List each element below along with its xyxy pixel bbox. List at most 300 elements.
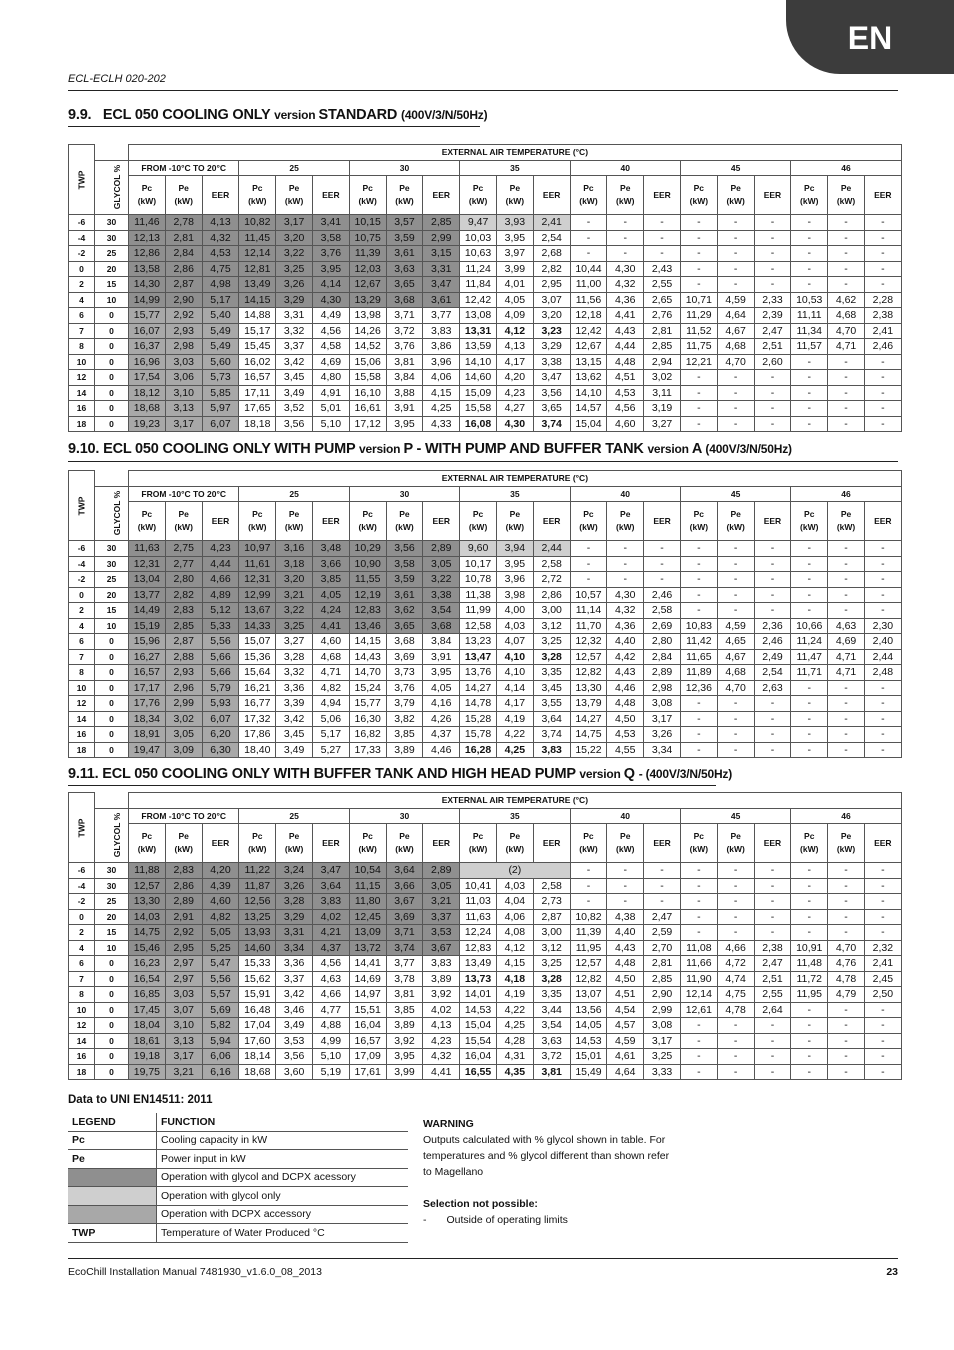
table-row bbox=[69, 401, 902, 417]
value-cell: 4,39 bbox=[202, 878, 239, 894]
value-cell: 2,49 bbox=[754, 649, 791, 665]
sub-header: EER bbox=[864, 176, 901, 215]
value-cell: 11,03 bbox=[460, 894, 497, 910]
value-cell: 5,10 bbox=[312, 1049, 349, 1065]
sub-header: Pc (kW) bbox=[680, 824, 717, 863]
external-temp-header: EXTERNAL AIR TEMPERATURE (°C) bbox=[129, 471, 902, 487]
value-cell: 12,31 bbox=[129, 556, 166, 572]
value-cell: 6,16 bbox=[202, 1064, 239, 1080]
value-cell: 10,63 bbox=[460, 246, 497, 262]
value-cell: 3,91 bbox=[386, 401, 423, 417]
value-cell: 2,38 bbox=[754, 940, 791, 956]
temp-header: 30 bbox=[349, 160, 459, 176]
value-cell: 3,89 bbox=[386, 1018, 423, 1034]
value-cell: 3,99 bbox=[496, 261, 533, 277]
value-cell: - bbox=[791, 1002, 828, 1018]
value-cell: 4,35 bbox=[496, 1064, 533, 1080]
value-cell: 2,54 bbox=[754, 665, 791, 681]
sub-header: EER bbox=[423, 824, 460, 863]
value-cell: 15,22 bbox=[570, 742, 607, 758]
value-cell: 2,54 bbox=[533, 230, 570, 246]
value-cell: - bbox=[680, 696, 717, 712]
value-cell: 4,06 bbox=[496, 909, 533, 925]
value-cell: 3,49 bbox=[276, 742, 313, 758]
value-cell: 3,28 bbox=[276, 649, 313, 665]
glycol-cell: 30 bbox=[95, 215, 129, 231]
value-cell: 2,28 bbox=[864, 292, 901, 308]
value-cell: 3,18 bbox=[276, 556, 313, 572]
value-cell: 14,15 bbox=[349, 634, 386, 650]
value-cell: 19,47 bbox=[129, 742, 166, 758]
value-cell: - bbox=[828, 1033, 865, 1049]
glycol-cell: 30 bbox=[95, 863, 129, 879]
value-cell: - bbox=[828, 878, 865, 894]
temp-header: FROM -10°C TO 20°C bbox=[129, 160, 239, 176]
value-cell: 3,34 bbox=[276, 940, 313, 956]
value-cell: 2,46 bbox=[644, 587, 681, 603]
value-cell: 2,78 bbox=[165, 215, 202, 231]
glycol-cell: 10 bbox=[95, 940, 129, 956]
glycol-label: GLYCOL % bbox=[112, 813, 123, 858]
value-cell: - bbox=[864, 385, 901, 401]
value-cell: - bbox=[717, 1033, 754, 1049]
value-cell: 15,01 bbox=[570, 1049, 607, 1065]
value-cell: 6,07 bbox=[202, 711, 239, 727]
value-cell: 12,14 bbox=[239, 246, 276, 262]
legend-row bbox=[68, 1150, 408, 1169]
value-cell: 4,50 bbox=[607, 971, 644, 987]
value-cell: 3,42 bbox=[276, 354, 313, 370]
value-cell: 4,02 bbox=[423, 1002, 460, 1018]
value-cell: 2,87 bbox=[533, 909, 570, 925]
value-cell: 2,89 bbox=[423, 863, 460, 879]
glycol-header bbox=[95, 486, 129, 541]
value-cell: - bbox=[754, 1064, 791, 1080]
glycol-cell: 0 bbox=[95, 401, 129, 417]
value-cell: 14,88 bbox=[239, 308, 276, 324]
value-cell: - bbox=[791, 711, 828, 727]
value-cell: 10,75 bbox=[349, 230, 386, 246]
table-row bbox=[69, 987, 902, 1003]
value-cell: 4,30 bbox=[607, 261, 644, 277]
value-cell: 5,56 bbox=[202, 971, 239, 987]
value-cell: - bbox=[791, 925, 828, 941]
value-cell: 3,95 bbox=[386, 416, 423, 432]
twp-label: TWP bbox=[76, 496, 87, 515]
value-cell: 10,78 bbox=[460, 572, 497, 588]
value-cell: 3,03 bbox=[165, 354, 202, 370]
value-cell: 4,56 bbox=[312, 956, 349, 972]
value-cell: - bbox=[754, 277, 791, 293]
value-cell: - bbox=[791, 1018, 828, 1034]
value-cell: - bbox=[828, 894, 865, 910]
value-cell: 13,56 bbox=[570, 1002, 607, 1018]
value-cell: - bbox=[754, 587, 791, 603]
value-cell: 4,17 bbox=[496, 696, 533, 712]
value-cell: 3,83 bbox=[423, 956, 460, 972]
value-cell: 2,91 bbox=[165, 909, 202, 925]
value-cell: 4,44 bbox=[202, 556, 239, 572]
sub-header: Pe (kW) bbox=[717, 502, 754, 541]
value-cell: 4,23 bbox=[496, 385, 533, 401]
value-cell: 4,42 bbox=[607, 649, 644, 665]
value-cell: 3,37 bbox=[423, 909, 460, 925]
value-cell: 5,60 bbox=[202, 354, 239, 370]
value-cell: 3,05 bbox=[423, 878, 460, 894]
value-cell: 17,86 bbox=[239, 727, 276, 743]
value-cell: 3,91 bbox=[423, 649, 460, 665]
value-cell: 3,94 bbox=[496, 541, 533, 557]
value-cell: 14,26 bbox=[349, 323, 386, 339]
value-cell: 4,80 bbox=[312, 370, 349, 386]
value-cell: 6,07 bbox=[202, 416, 239, 432]
table-row bbox=[69, 925, 902, 941]
value-cell: 5,17 bbox=[312, 727, 349, 743]
glycol-cell: 0 bbox=[95, 354, 129, 370]
legend-header: LEGEND bbox=[68, 1113, 157, 1131]
value-cell: 16,30 bbox=[349, 711, 386, 727]
value-cell: - bbox=[680, 711, 717, 727]
twp-cell: 10 bbox=[69, 1002, 95, 1018]
warning-text: Outputs calculated with % glycol shown in table. For temperatures and % glycol different than shown refer to Magellano bbox=[423, 1134, 670, 1178]
value-cell: 3,36 bbox=[276, 680, 313, 696]
value-cell: 4,65 bbox=[717, 634, 754, 650]
value-cell: 4,33 bbox=[423, 416, 460, 432]
value-cell: 11,71 bbox=[791, 665, 828, 681]
value-cell: 4,27 bbox=[496, 401, 533, 417]
value-cell: 2,32 bbox=[864, 940, 901, 956]
value-cell: 4,54 bbox=[607, 1002, 644, 1018]
selection-note: - Outside of operating limits bbox=[423, 1214, 568, 1226]
value-cell: - bbox=[717, 909, 754, 925]
value-cell: 10,15 bbox=[349, 215, 386, 231]
value-cell: - bbox=[864, 215, 901, 231]
footer-manual: EcoChill Installation Manual 7481930_v1.6.0_08_2013 bbox=[68, 1266, 322, 1278]
value-cell: 3,13 bbox=[165, 1033, 202, 1049]
sub-header: Pe (kW) bbox=[828, 824, 865, 863]
value-cell: 12,42 bbox=[460, 292, 497, 308]
value-cell: 3,35 bbox=[533, 665, 570, 681]
value-cell: 3,56 bbox=[533, 385, 570, 401]
value-cell: 11,47 bbox=[791, 649, 828, 665]
value-cell: 16,57 bbox=[129, 665, 166, 681]
twp-cell: -6 bbox=[69, 215, 95, 231]
value-cell: 4,36 bbox=[607, 292, 644, 308]
value-cell: - bbox=[791, 354, 828, 370]
value-cell: 4,75 bbox=[202, 261, 239, 277]
value-cell: 14,75 bbox=[570, 727, 607, 743]
value-cell: 3,89 bbox=[386, 742, 423, 758]
value-cell: 14,05 bbox=[570, 1018, 607, 1034]
value-cell: - bbox=[864, 370, 901, 386]
table-row bbox=[69, 230, 902, 246]
twp-cell: 10 bbox=[69, 354, 95, 370]
value-cell: 3,12 bbox=[533, 618, 570, 634]
value-cell: 4,71 bbox=[828, 665, 865, 681]
glycol-cell: 30 bbox=[95, 230, 129, 246]
value-cell: 13,46 bbox=[349, 618, 386, 634]
value-cell: 11,66 bbox=[680, 956, 717, 972]
value-cell: 4,56 bbox=[312, 323, 349, 339]
value-cell: 2,72 bbox=[533, 572, 570, 588]
selection-title: Selection not possible: bbox=[423, 1198, 538, 1210]
twp-cell: 12 bbox=[69, 370, 95, 386]
value-cell: 3,31 bbox=[276, 308, 313, 324]
value-cell: - bbox=[680, 1064, 717, 1080]
value-cell: 3,59 bbox=[386, 230, 423, 246]
table-row bbox=[69, 1018, 902, 1034]
value-cell: 15,51 bbox=[349, 1002, 386, 1018]
value-cell: - bbox=[717, 1064, 754, 1080]
sub-header: Pc (kW) bbox=[349, 824, 386, 863]
document-id: ECL-ECLH 020-202 bbox=[68, 73, 166, 85]
value-cell: 13,04 bbox=[129, 572, 166, 588]
value-cell: 3,02 bbox=[644, 370, 681, 386]
value-cell: 4,30 bbox=[312, 292, 349, 308]
value-cell: 4,71 bbox=[828, 649, 865, 665]
value-cell: 14,15 bbox=[239, 292, 276, 308]
temp-header: 35 bbox=[460, 160, 570, 176]
value-cell: 14,99 bbox=[129, 292, 166, 308]
value-cell: 17,61 bbox=[349, 1064, 386, 1080]
sub-header: Pc (kW) bbox=[460, 176, 497, 215]
sub-header: Pc (kW) bbox=[791, 176, 828, 215]
sub-header: Pe (kW) bbox=[496, 824, 533, 863]
value-cell: 4,79 bbox=[828, 987, 865, 1003]
temp-header: 30 bbox=[349, 486, 459, 502]
section-title-1: 9.9. ECL 050 COOLING ONLY version STANDARD (400V/3/N/50Hz) bbox=[68, 107, 488, 123]
value-cell: 4,60 bbox=[607, 416, 644, 432]
value-cell: 3,69 bbox=[386, 649, 423, 665]
value-cell: 3,49 bbox=[276, 1018, 313, 1034]
value-cell: 3,68 bbox=[386, 634, 423, 650]
value-cell: - bbox=[570, 246, 607, 262]
temp-header: 40 bbox=[570, 486, 680, 502]
value-cell: 9,47 bbox=[460, 215, 497, 231]
twp-cell: -2 bbox=[69, 572, 95, 588]
value-cell: 4,76 bbox=[828, 956, 865, 972]
value-cell: 14,41 bbox=[349, 956, 386, 972]
value-cell: 13,30 bbox=[570, 680, 607, 696]
value-cell: 2,89 bbox=[423, 541, 460, 557]
value-cell: - bbox=[717, 696, 754, 712]
value-cell: 5,79 bbox=[202, 680, 239, 696]
value-cell: 11,84 bbox=[460, 277, 497, 293]
temp-header: 25 bbox=[239, 808, 349, 824]
value-cell: 3,66 bbox=[312, 556, 349, 572]
table-row bbox=[69, 1033, 902, 1049]
external-temp-header: EXTERNAL AIR TEMPERATURE (°C) bbox=[129, 793, 902, 809]
value-cell: 4,67 bbox=[717, 323, 754, 339]
glycol-cell: 0 bbox=[95, 742, 129, 758]
value-cell: - bbox=[717, 385, 754, 401]
value-cell: 2,86 bbox=[533, 587, 570, 603]
glycol-cell: 10 bbox=[95, 618, 129, 634]
value-cell: 12,36 bbox=[680, 680, 717, 696]
value-cell: - bbox=[644, 246, 681, 262]
value-cell: 14,49 bbox=[129, 603, 166, 619]
value-cell: 10,83 bbox=[680, 618, 717, 634]
table-row bbox=[69, 742, 902, 758]
value-cell: - bbox=[754, 230, 791, 246]
value-cell: 3,47 bbox=[312, 863, 349, 879]
value-cell: - bbox=[717, 727, 754, 743]
twp-header bbox=[69, 793, 95, 863]
value-cell: 16,02 bbox=[239, 354, 276, 370]
table-row bbox=[69, 292, 902, 308]
value-cell: - bbox=[828, 572, 865, 588]
twp-cell: -2 bbox=[69, 246, 95, 262]
value-cell: 3,68 bbox=[423, 618, 460, 634]
value-cell: 19,75 bbox=[129, 1064, 166, 1080]
temp-header: 25 bbox=[239, 160, 349, 176]
value-cell: 4,70 bbox=[717, 354, 754, 370]
value-cell: 3,29 bbox=[276, 292, 313, 308]
value-cell: 4,78 bbox=[717, 1002, 754, 1018]
value-cell: 11,24 bbox=[460, 261, 497, 277]
value-cell: 4,05 bbox=[423, 680, 460, 696]
value-cell: 4,51 bbox=[607, 987, 644, 1003]
value-cell: 4,59 bbox=[607, 1033, 644, 1049]
value-cell: 12,31 bbox=[239, 572, 276, 588]
twp-cell: 8 bbox=[69, 339, 95, 355]
value-cell: 2,80 bbox=[165, 572, 202, 588]
value-cell: 11,99 bbox=[460, 603, 497, 619]
value-cell: - bbox=[754, 556, 791, 572]
value-cell: 3,74 bbox=[386, 940, 423, 956]
value-cell: 4,72 bbox=[717, 956, 754, 972]
value-cell: 2,41 bbox=[864, 323, 901, 339]
value-cell: - bbox=[680, 277, 717, 293]
twp-cell: 16 bbox=[69, 727, 95, 743]
value-cell: 16,10 bbox=[349, 385, 386, 401]
value-cell: 4,03 bbox=[496, 878, 533, 894]
value-cell: 4,24 bbox=[312, 603, 349, 619]
value-cell: 10,91 bbox=[791, 940, 828, 956]
glycol-cell: 20 bbox=[95, 261, 129, 277]
sub-header: EER bbox=[533, 176, 570, 215]
value-cell: - bbox=[680, 727, 717, 743]
value-cell: 2,80 bbox=[644, 634, 681, 650]
value-cell: - bbox=[717, 246, 754, 262]
value-cell: 15,78 bbox=[460, 727, 497, 743]
value-cell: 3,28 bbox=[276, 894, 313, 910]
table-row bbox=[69, 878, 902, 894]
value-cell: 2,65 bbox=[644, 292, 681, 308]
value-cell: 3,99 bbox=[386, 1064, 423, 1080]
value-cell: 4,37 bbox=[312, 940, 349, 956]
value-cell: 2,92 bbox=[165, 925, 202, 941]
twp-cell: -4 bbox=[69, 230, 95, 246]
value-cell: 2,41 bbox=[864, 956, 901, 972]
value-cell: - bbox=[791, 603, 828, 619]
table-row bbox=[69, 339, 902, 355]
value-cell: 4,70 bbox=[828, 940, 865, 956]
table-row bbox=[69, 261, 902, 277]
value-cell: 5,47 bbox=[202, 956, 239, 972]
value-cell: 13,49 bbox=[460, 956, 497, 972]
value-cell: 3,76 bbox=[386, 680, 423, 696]
value-cell: 3,65 bbox=[386, 277, 423, 293]
glycol-cell: 0 bbox=[95, 308, 129, 324]
value-cell: 2,81 bbox=[644, 323, 681, 339]
glycol-cell: 25 bbox=[95, 246, 129, 262]
value-cell: 4,01 bbox=[496, 277, 533, 293]
value-cell: 12,57 bbox=[129, 878, 166, 894]
value-cell: 3,42 bbox=[276, 987, 313, 1003]
twp-cell: 12 bbox=[69, 1018, 95, 1034]
value-cell: 2,86 bbox=[165, 261, 202, 277]
sub-header: Pe (kW) bbox=[276, 176, 313, 215]
value-cell: - bbox=[828, 1049, 865, 1065]
value-cell: 10,82 bbox=[570, 909, 607, 925]
temp-header: 40 bbox=[570, 808, 680, 824]
value-cell: 3,25 bbox=[276, 618, 313, 634]
twp-cell: -6 bbox=[69, 863, 95, 879]
sub-header: EER bbox=[864, 824, 901, 863]
value-cell: - bbox=[680, 556, 717, 572]
table-row bbox=[69, 354, 902, 370]
value-cell: 16,57 bbox=[349, 1033, 386, 1049]
value-cell: - bbox=[680, 742, 717, 758]
value-cell: 3,47 bbox=[533, 370, 570, 386]
value-cell: 2,93 bbox=[165, 323, 202, 339]
table-row bbox=[69, 385, 902, 401]
value-cell: 16,55 bbox=[460, 1064, 497, 1080]
value-cell: - bbox=[828, 1018, 865, 1034]
value-cell: 4,19 bbox=[496, 711, 533, 727]
value-cell: 10,53 bbox=[791, 292, 828, 308]
page-number: 23 bbox=[886, 1266, 898, 1278]
twp-cell: 8 bbox=[69, 987, 95, 1003]
value-cell: 16,77 bbox=[239, 696, 276, 712]
value-cell: - bbox=[680, 401, 717, 417]
value-cell: 3,16 bbox=[276, 541, 313, 557]
value-cell: 3,67 bbox=[386, 894, 423, 910]
value-cell: 12,45 bbox=[349, 909, 386, 925]
twp-cell: 18 bbox=[69, 742, 95, 758]
value-cell: 3,65 bbox=[533, 401, 570, 417]
value-cell: 4,05 bbox=[496, 292, 533, 308]
glycol-cell: 0 bbox=[95, 339, 129, 355]
twp-cell: 4 bbox=[69, 618, 95, 634]
value-cell: 3,64 bbox=[533, 711, 570, 727]
value-cell: 15,62 bbox=[239, 971, 276, 987]
value-cell: 15,04 bbox=[570, 416, 607, 432]
value-cell: 11,95 bbox=[570, 940, 607, 956]
value-cell: 4,19 bbox=[496, 987, 533, 1003]
value-cell: 5,85 bbox=[202, 385, 239, 401]
value-cell: 2,99 bbox=[644, 1002, 681, 1018]
value-cell: - bbox=[607, 230, 644, 246]
glycol-cell: 0 bbox=[95, 370, 129, 386]
legend-key bbox=[68, 1168, 157, 1187]
value-cell: 16,37 bbox=[129, 339, 166, 355]
performance-table-buffer-tank bbox=[68, 792, 902, 1080]
sub-header: EER bbox=[312, 824, 349, 863]
value-cell: 2,47 bbox=[754, 323, 791, 339]
sub-header: Pe (kW) bbox=[828, 176, 865, 215]
value-cell: - bbox=[680, 894, 717, 910]
twp-cell: 4 bbox=[69, 292, 95, 308]
value-cell: 11,87 bbox=[239, 878, 276, 894]
value-cell: 3,71 bbox=[386, 308, 423, 324]
value-cell: 11,14 bbox=[570, 603, 607, 619]
value-cell: 4,91 bbox=[312, 385, 349, 401]
value-cell: 2,87 bbox=[165, 634, 202, 650]
legend-function: Cooling capacity in kW bbox=[157, 1131, 409, 1150]
value-cell: 18,18 bbox=[239, 416, 276, 432]
